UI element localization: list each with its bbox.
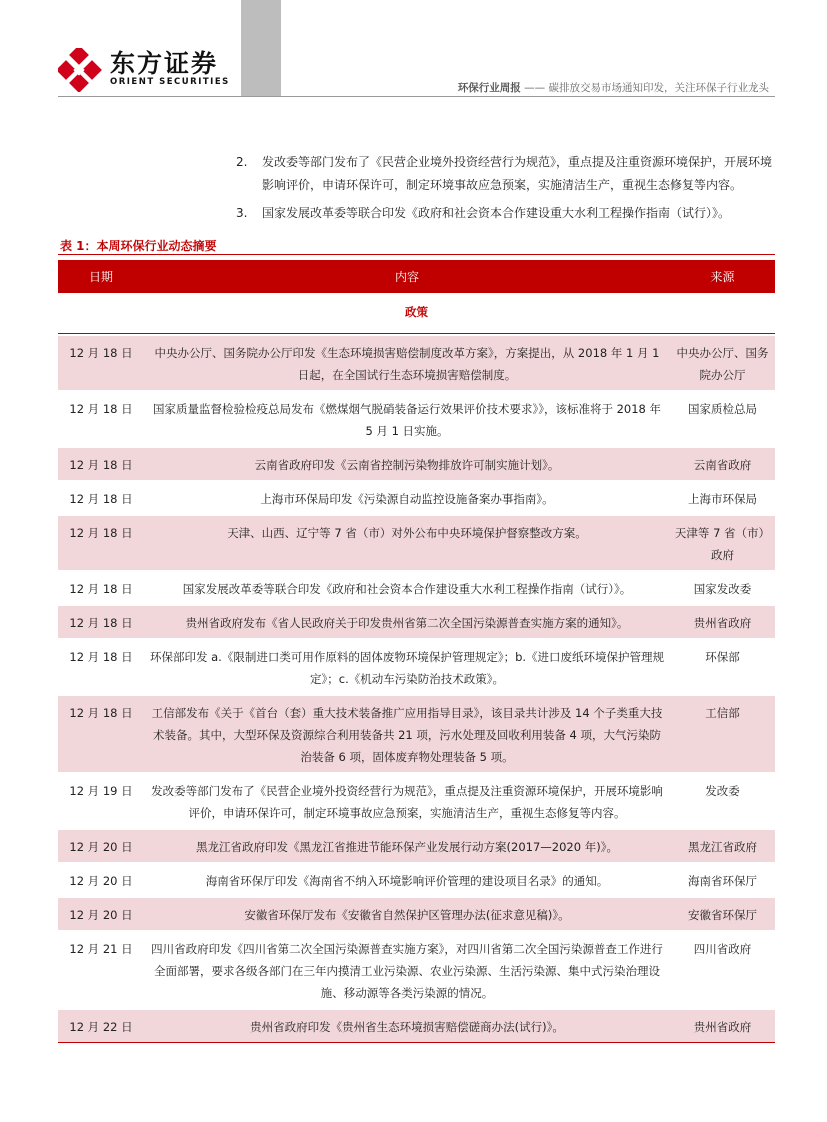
header-date: 日期 [58,260,144,293]
table-row [58,516,775,570]
row-content: 工信部发布《关于《首台（套）重大技术装备推广应用指导目录》，该目录共计涉及 14 个子类重大技术装备。其中，大型环保及资源综合利用装备共 21 项，污水处理及回收利用装备 4 项，大气污染防治装备 6 项，固体废弃物处理装备 5 项。 [144,696,670,772]
row-source: 云南省政府 [670,448,775,480]
table-row [58,830,775,862]
row-date: 12 月 20 日 [69,874,133,888]
row-content: 安徽省环保厅发布《安徽省自然保护区管理办法(征求意见稿)》。 [144,898,670,930]
row-source: 国家发改委 [693,582,752,596]
row-date: 12 月 22 日 [58,1010,144,1043]
report-subtitle: 碳排放交易市场通知印发，关注环保子行业龙头 [548,82,769,94]
orient-securities-logo-icon [58,48,102,92]
row-source: 贵州省政府 [670,1010,775,1043]
row-content: 海南省环保厅印发《海南省不纳入环境影响评价管理的建设项目名录》的通知。 [205,874,609,888]
row-content: 天津、山西、辽宁等 7 省（市）对外公布中央环境保护督察整改方案。 [144,516,670,570]
table-row [58,482,775,514]
section-row [58,295,775,334]
row-content: 四川省政府印发《四川省第二次全国污染源普查实施方案》，对四川省第二次全国污染源普查工作进行全面部署，要求各级各部门在三年内摸清工业污染源、农业污染源、生活污染源、集中式污染治理设施、移动源等各类污染源的情况。 [151,942,663,1000]
numbered-list [236,151,776,230]
list-item [236,151,776,197]
row-source: 天津等 7 省（市）政府 [670,516,775,570]
table-caption: 表 1：本周环保行业动态摘要 [60,239,217,253]
section-label: 政策 [58,295,775,334]
row-date: 12 月 18 日 [69,582,133,596]
row-content: 中央办公厅、国务院办公厅印发《生态环境损害赔偿制度改革方案》，方案提出，从 2018 年 1 月 1 日起，在全国试行生态环境损害赔偿制度。 [144,336,670,390]
row-date: 12 月 20 日 [58,830,144,862]
header-gray-tab [241,0,281,97]
table-row [58,864,775,896]
list-item-text: 国家发展改革委等联合印发《政府和社会资本合作建设重大水利工程操作指南（试行）》。 [262,206,731,220]
table-row [58,392,775,446]
table-row [58,1010,775,1043]
logo-chinese-name: 东方证券 [110,49,219,78]
table-row [58,774,775,828]
row-source: 工信部 [670,696,775,772]
table-row [58,932,775,1008]
row-source: 上海市环保局 [688,492,757,506]
row-date: 12 月 18 日 [58,696,144,772]
table-row [58,696,775,772]
table-row [58,336,775,390]
row-content: 贵州省政府发布《省人民政府关于印发贵州省第二次全国污染源普查实施方案的通知》。 [144,606,670,638]
row-content: 环保部印发 a.《限制进口类可用作原料的固体废物环境保护管理规定》；b.《进口废纸环境保护管理规定》；c.《机动车污染防治技术政策》。 [149,650,665,686]
row-content: 国家质量监督检验检疫总局发布《燃煤烟气脱硝装备运行效果评价技术要求》》，该标准将于 2018 年 5 月 1 日实施。 [152,402,662,438]
row-source: 四川省政府 [693,942,752,956]
row-source: 中央办公厅、国务院办公厅 [670,336,775,390]
row-content: 上海市环保局印发《污染源自动监控设施备案办事指南》。 [260,492,554,506]
industry-news-table [58,258,775,1045]
row-content: 云南省政府印发《云南省控制污染物排放许可制实施计划》。 [144,448,670,480]
caption-divider [58,254,775,255]
table-row [58,448,775,480]
company-logo [58,44,228,92]
row-content: 国家发展改革委等联合印发《政府和社会资本合作建设重大水利工程操作指南（试行）》。 [182,582,632,596]
list-item-text: 发改委等部门发布了《民营企业境外投资经营行为规范》，重点提及注重资源环境保护，开展环境影响评价，申请环保许可，制定环境事故应急预案，实施清洁生产，重视生态修复等内容。 [262,155,773,192]
row-date: 12 月 21 日 [69,942,133,956]
header-source: 来源 [670,260,775,293]
row-source: 贵州省政府 [670,606,775,638]
row-source: 海南省环保厅 [688,874,757,888]
row-content: 黑龙江省政府印发《黑龙江省推进节能环保产业发展行动方案(2017—2020 年)》。 [144,830,670,862]
row-date: 12 月 18 日 [69,650,133,664]
list-item [236,202,776,225]
row-date: 12 月 20 日 [58,898,144,930]
row-content: 发改委等部门发布了《民营企业境外投资经营行为规范》，重点提及注重资源环境保护，开展环境影响评价，申请环保许可，制定环境事故应急预案，实施清洁生产，重视生态修复等内容。 [151,784,663,820]
row-date: 12 月 18 日 [69,402,133,416]
table-row [58,606,775,638]
row-source: 环保部 [705,650,740,664]
row-date: 12 月 18 日 [69,492,133,506]
row-date: 12 月 19 日 [69,784,133,798]
report-type: 环保行业周报 [457,82,521,94]
row-date: 12 月 18 日 [58,516,144,570]
table-row [58,640,775,694]
header-dash: —— [520,82,549,94]
list-item-number: 3. [236,206,248,220]
row-source: 安徽省环保厅 [670,898,775,930]
row-date: 12 月 18 日 [58,336,144,390]
header-divider [58,96,775,97]
list-item-number: 2. [236,155,248,169]
row-date: 12 月 18 日 [58,448,144,480]
table-row [58,572,775,604]
header-content: 内容 [144,260,670,293]
row-source: 国家质检总局 [688,402,757,416]
row-date: 12 月 18 日 [58,606,144,638]
report-header [458,80,769,95]
table-header-row [58,260,775,293]
row-content: 贵州省政府印发《贵州省生态环境损害赔偿磋商办法(试行)》。 [144,1010,670,1043]
row-source: 发改委 [705,784,740,798]
table-row [58,898,775,930]
logo-english-name: ORIENT SECURITIES [110,77,230,87]
row-source: 黑龙江省政府 [670,830,775,862]
